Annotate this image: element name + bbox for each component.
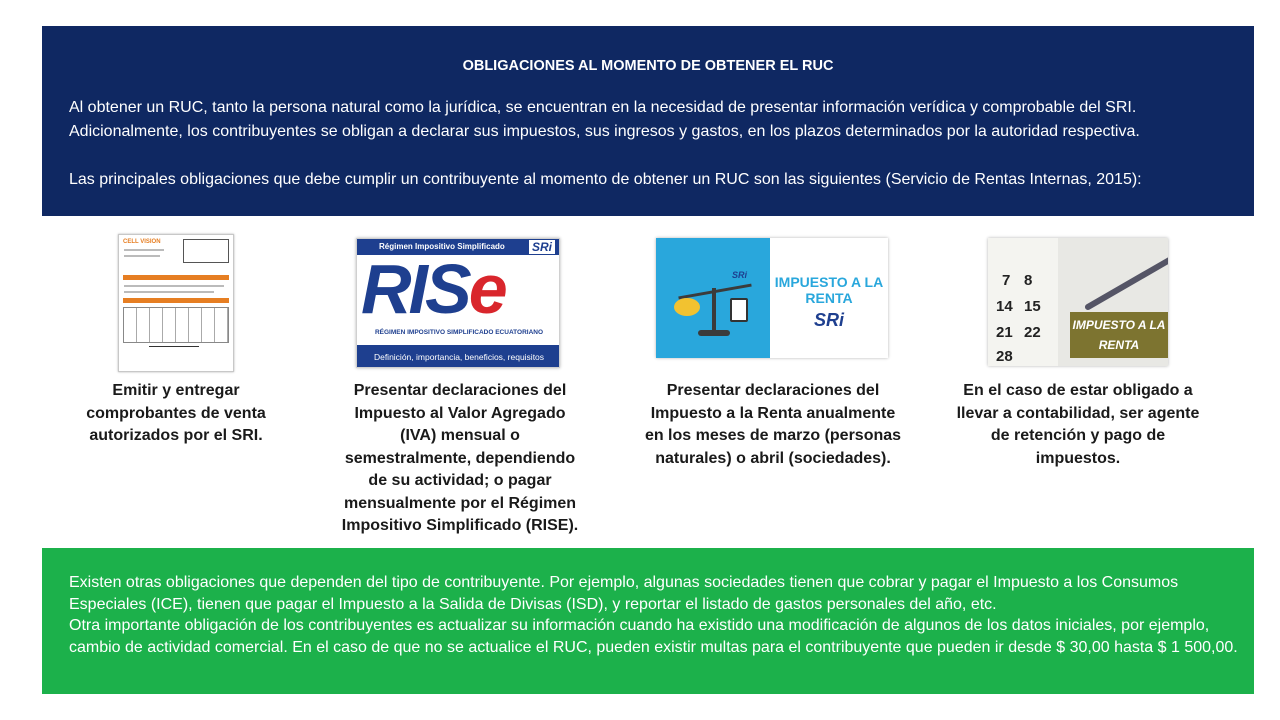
income-tax-label: IMPUESTO A LA RENTA: [1070, 312, 1168, 358]
header-panel: [42, 26, 1254, 216]
sri-logo: SRi: [529, 240, 555, 254]
invoice-bar: [123, 275, 229, 280]
card-caption-1: Emitir y entregar comprobantes de venta autorizados por el SRI.: [86, 382, 266, 444]
rise-logo-letters: RIS: [361, 250, 469, 328]
calendar-day: 8: [1024, 272, 1033, 289]
coins-icon: [674, 298, 700, 316]
rise-image: [356, 238, 560, 368]
rise-subtitle: RÉGIMEN IMPOSITIVO SIMPLIFICADO ECUATORIANO: [374, 329, 544, 336]
page-title: OBLIGACIONES AL MOMENTO DE OBTENER EL RUC: [462, 58, 834, 74]
invoice-image: [118, 234, 234, 372]
header-paragraph-1: Al obtener un RUC, tanto la persona natural como la jurídica, se encuentran en la necesidad de presentar información verídica y comprobable del SRI. Adicionalmente, los contribuyentes se obligan a declarar sus impuestos, sus ingresos y gastos, en los plazos determinados por la autoridad respectiva.: [69, 99, 1140, 140]
footer-paragraph-1: Existen otras obligaciones que dependen del tipo de contribuyente. Por ejemplo, algunas sociedades tienen que cobrar y pagar el Impuesto a los Consumos Especiales (ICE), tienen que pagar el Impuesto a la Salida de Divisas (ISD), y reportar el listado de gastos personales del año, etc.: [69, 574, 1179, 613]
invoice-line: [124, 249, 164, 251]
invoice-line: [124, 285, 224, 287]
calendar-icon: [988, 238, 1058, 366]
sri-mini-logo: SRi: [732, 270, 748, 280]
rise-logo-e: e: [468, 250, 505, 328]
footer-paragraph-2: Otra importante obligación de los contribuyentes es actualizar su información cuando ha existido una modificación de algunos de los datos iniciales, por ejemplo, cambio de actividad comercial. En el caso de que no se actualice el RUC, pueden existir multas para el contribuyente que pueden ir desde $ 30,00 hasta $ 1 500,00.: [69, 617, 1238, 656]
invoice-logo: CELL VISION: [123, 239, 161, 245]
device-icon: [730, 298, 748, 322]
calendar-day: 28: [996, 348, 1013, 365]
footer-panel: [42, 548, 1254, 694]
pen-icon: [1084, 251, 1168, 311]
card-caption-4: En el caso de estar obligado a llevar a contabilidad, ser agente de retención y pago de impuestos.: [956, 382, 1200, 467]
calendar-day: 14: [996, 298, 1013, 315]
income-tax-image-1: [656, 238, 888, 358]
invoice-line: [124, 255, 160, 257]
sri-logo: SRi: [813, 310, 844, 330]
income-tax-title: IMPUESTO A LA RENTA: [774, 274, 884, 306]
header-paragraph-2: Las principales obligaciones que debe cumplir un contribuyente al momento de obtener un RUC son las siguientes (Servicio de Rentas Internas, 2015):: [69, 171, 1142, 188]
invoice-signature: [149, 327, 199, 347]
calendar-day: 22: [1024, 324, 1041, 341]
calendar-day: 15: [1024, 298, 1041, 315]
rise-top-banner: Régimen Impositivo Simplificado: [357, 239, 560, 255]
rise-logo: [361, 251, 505, 327]
invoice-line: [124, 291, 214, 293]
calendar-day: 21: [996, 324, 1013, 341]
scale-pole: [712, 288, 716, 332]
calendar-day: 7: [1002, 272, 1011, 289]
card-caption-3: Presentar declaraciones del Impuesto a la Renta anualmente en los meses de marzo (personas naturales) o abril (sociedades).: [644, 382, 902, 467]
rise-bottom-banner: Definición, importancia, beneficios, requisitos: [357, 345, 560, 368]
scale-base: [698, 330, 730, 336]
invoice-bar: [123, 298, 229, 303]
invoice-header-box: [183, 239, 229, 263]
card-caption-2: Presentar declaraciones del Impuesto al Valor Agregado (IVA) mensual o semestralmente, dependiendo de su actividad; o pagar mensualmente por el Régimen Impositivo Simplificado (RISE).: [341, 382, 579, 534]
scale-panel: [656, 238, 770, 358]
income-tax-image-2: [988, 238, 1168, 366]
